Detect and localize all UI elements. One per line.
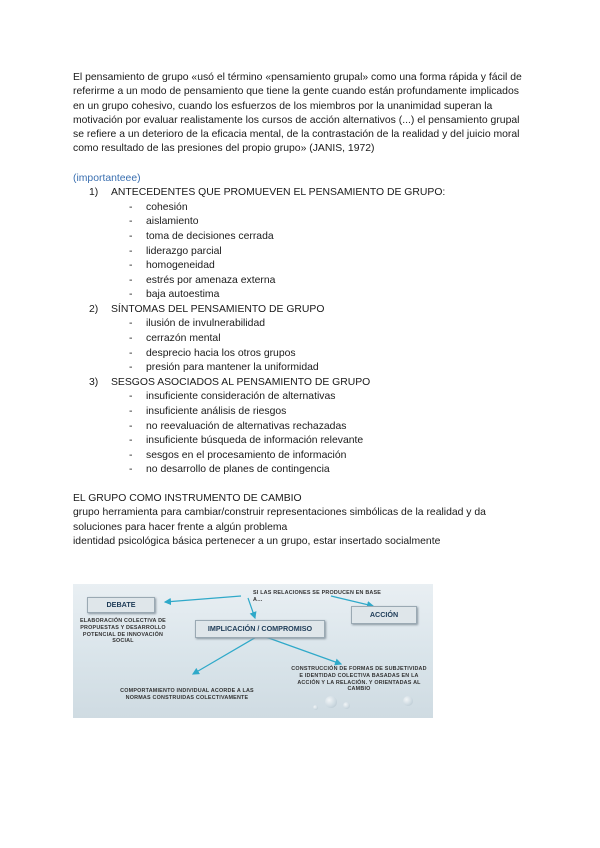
- list-item: - aislamiento: [129, 215, 533, 230]
- intro-paragraph: El pensamiento de grupo «usó el término «pensamiento grupal» como una forma rápida y fácil de referirme a un modo de pensamiento que tiene la gente cuando están profundamente implicados en un grupo cohesivo, cuando los esfuerzos de los miembros por la unanimidad superan la motivación por evaluar realistamente los cursos de acción alternativos (...) el pensamiento grupal se refiere a un deterioro de la eficacia mental, de la contrastación de la realidad y del juicio moral como resultado de las presiones del propio grupo» (JANIS, 1972): [73, 72, 522, 155]
- decorative-bubble: [403, 696, 413, 706]
- list-item: - insuficiente análisis de riesgos: [129, 405, 533, 420]
- highlight-note: (importanteee): [73, 172, 141, 184]
- list-item: - presión para mantener la uniformidad: [129, 361, 533, 376]
- section-antecedentes: [73, 186, 533, 303]
- list-item: - no reevaluación de alternativas rechazadas: [129, 420, 533, 435]
- left-description: COMPORTAMIENTO INDIVIDUAL ACORDE A LAS NORMAS CONSTRUIDAS COLECTIVAMENTE: [120, 688, 254, 701]
- list-item: - toma de decisiones cerrada: [129, 230, 533, 245]
- list-item: - homogeneidad: [129, 259, 533, 274]
- section-sintomas: [73, 303, 533, 376]
- arrow-to-right-desc: [263, 636, 341, 664]
- list-item: - cohesión: [129, 201, 533, 216]
- list-item: - cerrazón mental: [129, 332, 533, 347]
- list-item: - ilusión de invulnerabilidad: [129, 317, 533, 332]
- list-item: - estrés por amenaza externa: [129, 274, 533, 289]
- sesgos-list: [73, 390, 533, 478]
- accion-box: ACCIÓN: [351, 606, 417, 624]
- list-item: - desprecio hacia los otros grupos: [129, 347, 533, 362]
- list-item: - sesgos en el procesamiento de información: [129, 449, 533, 464]
- change-line-1: grupo herramienta para cambiar/construir representaciones simbólicas de la realidad y da soluciones para hacer frente a algún problema: [73, 507, 486, 533]
- sintomas-list: [73, 317, 533, 375]
- section-title: 3) SESGOS ASOCIADOS AL PENSAMIENTO DE GRUPO: [89, 376, 371, 388]
- debate-box: DEBATE: [87, 597, 155, 613]
- decorative-bubble: [325, 696, 337, 708]
- list-item: - liderazgo parcial: [129, 245, 533, 260]
- debate-description: ELABORACIÓN COLECTIVA DE PROPUESTAS Y DESARROLLO POTENCIAL DE INNOVACIÓN SOCIAL: [80, 618, 166, 645]
- section-title: 2) SÍNTOMAS DEL PENSAMIENTO DE GRUPO: [89, 303, 325, 315]
- antecedentes-list: [73, 201, 533, 303]
- document-body: [73, 71, 533, 549]
- diagram-top-text: SI LAS RELACIONES SE PRODUCEN EN BASE A…: [253, 590, 382, 603]
- list-item: - no desarrollo de planes de contingencia: [129, 463, 533, 478]
- change-diagram: [73, 584, 433, 718]
- section-sesgos: [73, 376, 533, 478]
- implicacion-box: IMPLICACIÓN / COMPROMISO: [195, 620, 325, 638]
- right-description: CONSTRUCCIÓN DE FORMAS DE SUBJETIVIDAD E IDENTIDAD COLECTIVA BASADAS EN LA ACCIÓN Y LA RELACIÓN. Y ORIENTADAS AL CAMBIO: [291, 666, 427, 693]
- change-heading: EL GRUPO COMO INSTRUMENTO DE CAMBIO: [73, 492, 302, 504]
- list-item: - baja autoestima: [129, 288, 533, 303]
- arrow-to-debate: [165, 596, 241, 602]
- list-item: - insuficiente consideración de alternativas: [129, 390, 533, 405]
- list-item: - insuficiente búsqueda de información relevante: [129, 434, 533, 449]
- change-line-2: identidad psicológica básica pertenecer a un grupo, estar insertado socialmente: [73, 535, 441, 547]
- decorative-bubble: [343, 702, 350, 709]
- arrow-to-left-desc: [193, 636, 258, 674]
- section-title: 1) ANTECEDENTES QUE PROMUEVEN EL PENSAMIENTO DE GRUPO:: [89, 187, 446, 199]
- decorative-bubble: [313, 705, 318, 710]
